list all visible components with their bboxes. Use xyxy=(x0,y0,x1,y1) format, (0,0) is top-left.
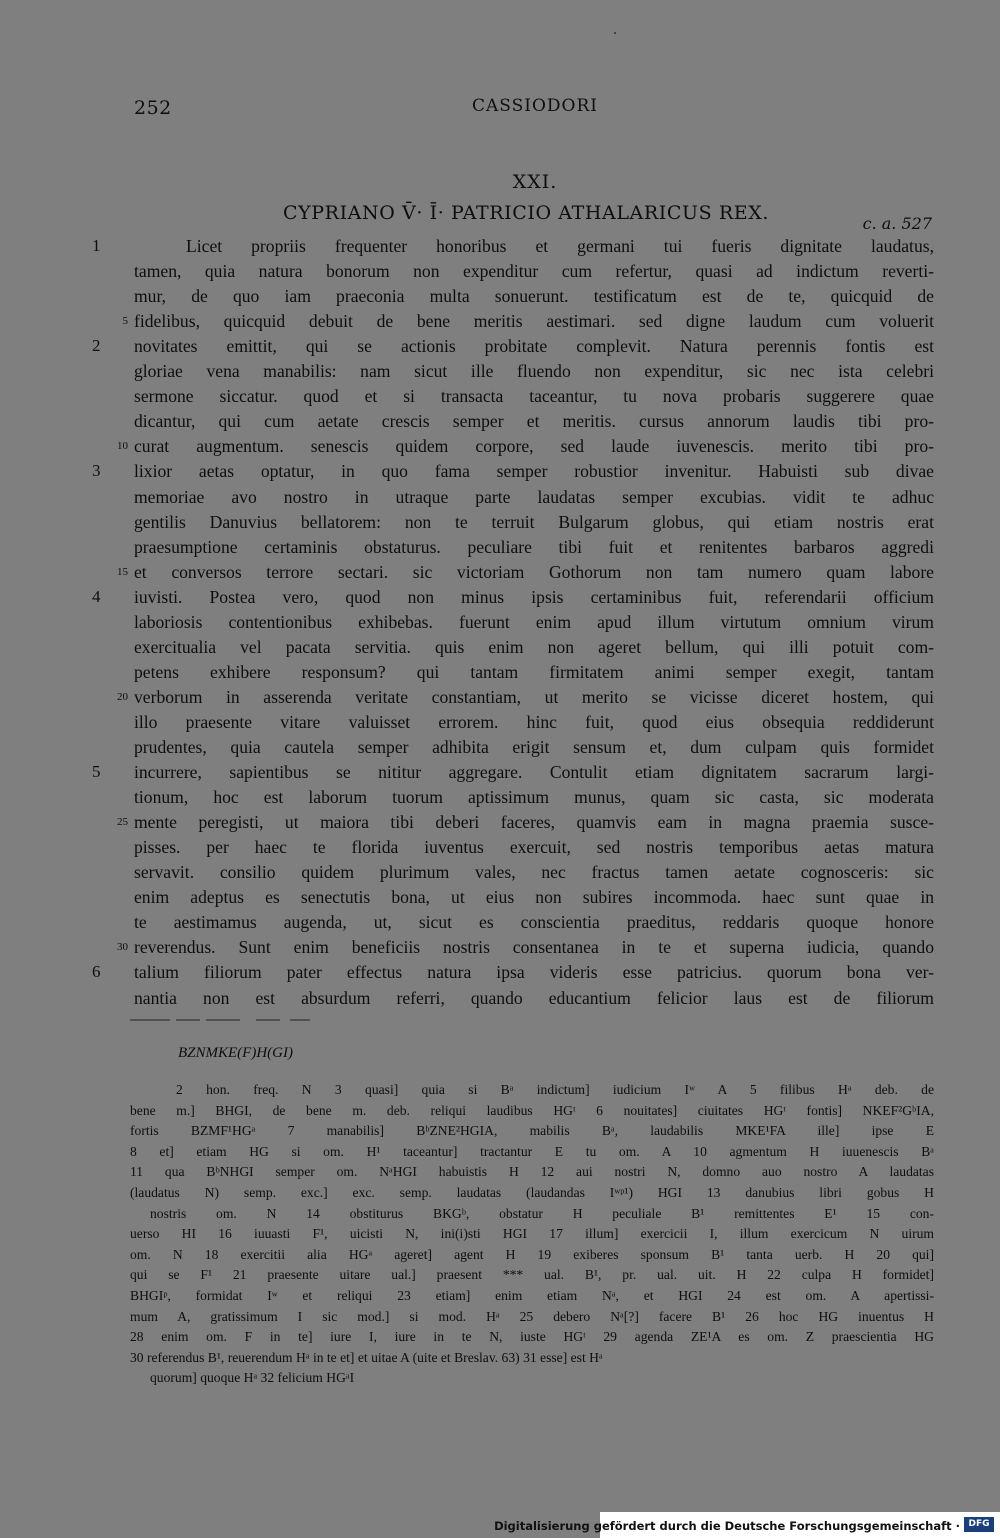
manuscript-sigla: BZNMKE(F)H(GI) xyxy=(178,1045,293,1061)
dfg-logo-icon: DFG xyxy=(964,1517,994,1532)
line-number: 15 xyxy=(117,565,128,578)
date-note: c. a. 527 xyxy=(862,214,932,233)
text-line: memoriae avo nostro in utraque parte laudatas semper excubias. vidit te adhuc xyxy=(134,486,934,507)
text-line: illo praesente vitare valuisset errorem. hinc fuit, quod eius obsequia reddiderunt xyxy=(134,711,934,732)
text-line: prudentes, quia cautela semper adhibita erigit sensum et, dum culpam quis formidet xyxy=(134,737,934,757)
text-line: fidelibus, quicquid debuit de bene meritis aestimari. sed digne laudum cum voluerit xyxy=(134,311,934,332)
line-number: 10 xyxy=(117,440,128,453)
text-line: enim adeptus es senectutis bona, ut eius non subires incommoda. haec sunt quae in xyxy=(134,887,934,908)
text-line: praesumptione certaminis obstaturus. peculiare tibi fuit et renitentes barbaros aggredi xyxy=(134,536,934,557)
line-number: 25 xyxy=(117,816,128,829)
apparatus-line: bene m.] BHGI, de bene m. deb. reliqui laudibus HGᵗ 6 nouitates] ciuitates HGᵗ fontis] NKEF²GᵇIA, xyxy=(130,1102,934,1118)
apparatus-line: qui se F¹ 21 praesente uitare ual.] praesent *** ual. B¹, pr. ual. uit. H 22 culpa H formidet] xyxy=(130,1267,934,1283)
apparatus-line: nostris om. N 14 obstiturus BKGᵇ, obstatur H peculiale B¹ remittentes E¹ 15 con- xyxy=(150,1205,934,1221)
text-line: curat augmentum. senescis quidem corpore, sed laude iuvenescis. merito tibi pro- xyxy=(134,436,934,457)
text-line: pisses. per haec te florida iuventus exercuit, sed nostris temporibus aetas matura xyxy=(134,837,934,858)
apparatus-line: (laudatus N) semp. exc.] exc. semp. laudatas (laudandas Iʷᵖ¹) HGI 13 danubius libri gobus H xyxy=(130,1185,934,1200)
running-head: CASSIODORI xyxy=(471,96,598,116)
section-number: 1 xyxy=(92,236,101,255)
section-number: 4 xyxy=(92,586,101,606)
text-line: gloriae vena manabilis: nam sicut ille fluendo non expenditur, sic nec ista celebri xyxy=(134,361,934,382)
text-line: incurrere, sapientibus se nititur aggregare. Contulit etiam dignitatem sacrarum largi- xyxy=(134,762,934,783)
text-line: novitates emittit, qui se actionis probitate complevit. Natura perennis fontis est xyxy=(134,336,934,357)
text-line: lixior aetas optatur, in quo fama semper robustior invenitur. Habuisti sub divae xyxy=(134,461,934,482)
apparatus-line: om. N 18 exercitii alia HGᵃ ageret] agent H 19 exiberes sponsum B¹ tanta uerb. H 20 qui] xyxy=(130,1246,934,1262)
text-line: et conversos terrore sectari. sic victoriam Gothorum non tam numero quam labore xyxy=(134,561,934,582)
letter-title: CYPRIANO V̄· Ī· PATRICIO ATHALARICUS REX. xyxy=(283,202,770,224)
apparatus-line: 11 qua BᵇNHGI semper om. NᵃHGI habuistis H 12 aui nostri N, domno auo nostro A laudatas xyxy=(130,1164,934,1180)
text-line: nantia non est absurdum referri, quando educantium felicior laus est de filiorum xyxy=(134,987,934,1008)
text-line: te aestimamus augenda, ut, sicut es conscientia praeditus, reddaris quoque honore xyxy=(134,912,934,933)
text-line: laboriosis contentionibus exhibebas. fuerunt enim apud illum virtutum omnium virum xyxy=(134,611,934,632)
section-number: 5 xyxy=(92,762,101,782)
apparatus-line: mum A, gratissimum I sic mod.] si mod. Hᵃ 25 debero Nᵃ[?] facere B¹ 26 hoc HG inuentus H xyxy=(130,1308,934,1324)
text-line: gentilis Danuvius bellatorem: non te terruit Bulgarum globus, qui etiam nostris erat xyxy=(134,511,934,532)
apparatus-line: 30 referendus B¹, reuerendum Hᵃ in te et] et uitae A (uite et Breslav. 63) 31 esse] est Hᵃ xyxy=(130,1349,603,1365)
text-line: verborum in asserenda veritate constantiam, ut merito se vicisse diceret hostem, qui xyxy=(134,686,934,707)
section-number: 3 xyxy=(92,461,101,481)
line-number: 20 xyxy=(117,690,128,703)
text-line: mur, de quo iam praeconia multa sonuerunt. testificatum est de te, quicquid de xyxy=(134,286,934,307)
letter-number: XXI. xyxy=(512,171,558,193)
line-number: 30 xyxy=(117,941,128,954)
apparatus-line: fortis BZMF¹HGᵃ 7 manabilis] BᵇZNE²HGIA, mabilis Bᵃ, laudabilis MKE¹FA ille] ipse E xyxy=(130,1123,934,1139)
text-line: talium filiorum pater effectus natura ipsa videris esse patricius. quorum bona ver- xyxy=(134,962,934,983)
text-line: iuvisti. Postea vero, quod non minus ipsis certaminibus fuit, referendarii officium xyxy=(134,586,934,607)
text-line: tionum, hoc est laborum tuorum aptissimum munus, quam sic casta, sic moderata xyxy=(134,787,934,808)
text-line: Licet propriis frequenter honoribus et germani tui fueris dignitate laudatus, xyxy=(186,236,934,256)
apparatus-line: quorum] quoque Hᵃ 32 felicium HGᵃI xyxy=(150,1370,355,1386)
line-number: 5 xyxy=(122,315,128,328)
text-line: reverendus. Sunt enim beneficiis nostris consentanea in te et superna iudicia, quando xyxy=(134,937,934,958)
apparatus-line: 2 hon. freq. N 3 quasi] quia si Bᵃ indictum] iudicium Iʷ A 5 filibus Hᵃ deb. de xyxy=(176,1082,934,1097)
apparatus-line: 8 et] etiam HG si om. H¹ taceantur] tractantur E tu om. A 10 agmentum H iuuenescis Bᵃ xyxy=(130,1143,934,1159)
text-line: tamen, quia natura bonorum non expenditur cum refertur, quasi ad indictum reverti- xyxy=(134,261,934,282)
text-line: mente peregisti, ut maiora tibi deberi faceres, quamvis eam in magna praemia susce- xyxy=(134,812,934,833)
section-number: 6 xyxy=(92,962,101,982)
apparatus-line: uerso HI 16 iuuasti F¹, uicisti N, ini(i)sti HGI 17 illum] exercicii I, illum exercicum N uirum xyxy=(130,1226,934,1242)
text-line: dicantur, qui cum aetate crescis semper et meritis. cursus annorum laudis tibi pro- xyxy=(134,411,934,432)
text-line: exercitualia vel pacata servitia. quis enim non ageret bellum, qui illi potuit com- xyxy=(134,636,934,657)
apparatus-line: 28 enim om. F in te] iure I, iure in te N, iuste HGᵗ 29 agenda ZE¹A es om. Z praescientia HG xyxy=(130,1329,934,1345)
footer-credit: Digitalisierung gefördert durch die Deutsche Forschungsgemeinschaft · xyxy=(494,1519,960,1533)
footnote-divider xyxy=(130,1017,320,1023)
scan-speck xyxy=(614,32,616,34)
text-line: sermone siccatur. quod et si transacta taceantur, tu nova probaris suggerere quae xyxy=(134,386,934,407)
apparatus-line: BHGIᵖ, formidat Iʷ et reliqui 23 etiam] enim etiam Nᵃ, et HGI 24 est om. A apertissi- xyxy=(130,1288,934,1303)
section-number: 2 xyxy=(92,336,101,356)
text-line: petens exhibere responsum? qui tantam firmitatem animi semper exegit, tantam xyxy=(134,661,934,682)
text-line: servavit. consilio quidem plurimum vales, nec fractus tamen aetate cognosceris: sic xyxy=(134,862,934,883)
page-number: 252 xyxy=(134,97,172,119)
